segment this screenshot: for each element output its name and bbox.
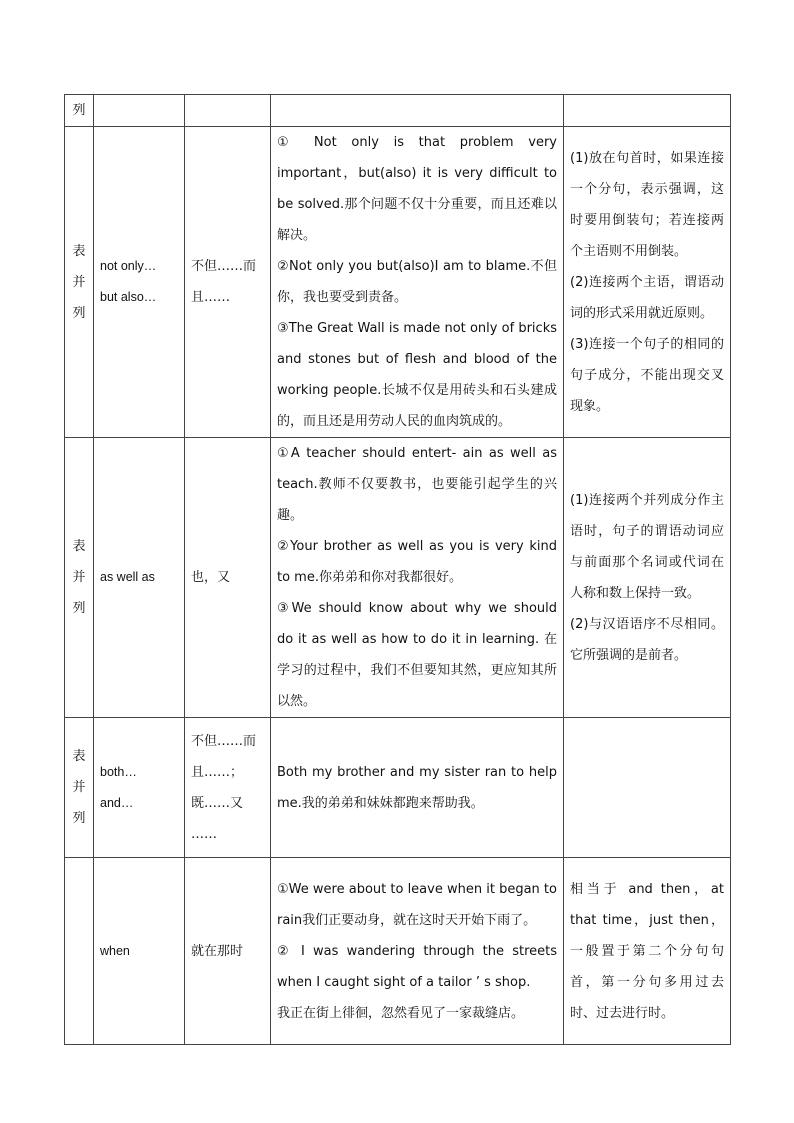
word-cell — [94, 438, 185, 718]
example-item: ① Not only is that problem very important，but(also) it is very difficult to be solved.那个问题不仅十分重要，而且还难以解决。 — [277, 135, 557, 243]
example-item: ② I was wandering through the streets when I caught sight of a tailor ’ s shop. — [277, 943, 557, 990]
table-row — [65, 858, 731, 1045]
example-item: ③The Great Wall is made not only of bricks and stones but of flesh and blood of the working people.长城不仅是用砖头和石头建成的，而且还是用劳动人民的血肉筑成的。 — [277, 321, 557, 429]
example-item: ①We were about to leave when it began to rain我们正要动身，就在这时天开始下雨了。 — [277, 881, 557, 928]
meaning-line: 不但……而 — [191, 259, 257, 274]
meaning-cell — [185, 95, 271, 127]
examples-cell — [271, 127, 564, 438]
meaning-line: 就在那时 — [191, 943, 244, 959]
word-line: both… — [100, 764, 137, 779]
note-item: (2)与汉语语序不尽相同。它所强调的是前者。 — [570, 616, 724, 663]
meaning-line: …… — [191, 826, 217, 842]
type-cell — [65, 858, 94, 1045]
examples-cell — [271, 858, 564, 1045]
note-item: 相当于 and then，at that time，just then，一般置于第二个分句句首，第一分句多用过去时、过去进行时。 — [570, 881, 724, 1021]
word-cell — [94, 858, 185, 1045]
type-char: 并 — [72, 274, 86, 290]
grammar-table — [64, 94, 731, 1045]
word-line: not only… — [100, 259, 157, 273]
meaning-cell — [185, 858, 271, 1045]
note-item: (2)连接两个主语，谓语动词的形式采用就近原则。 — [570, 274, 724, 321]
type-char: 表 — [72, 749, 86, 764]
table-row — [65, 127, 731, 438]
meaning-cell — [185, 127, 271, 438]
type-char: 列 — [72, 305, 86, 321]
notes-cell — [564, 127, 731, 438]
type-char: 表 — [72, 243, 86, 259]
example-item: ①A teacher should entert- ain as well as teach.教师不仅要教书，也要能引起学生的兴趣。 — [277, 446, 557, 523]
type-char: 列 — [72, 103, 86, 118]
meaning-cell — [185, 718, 271, 858]
type-cell — [65, 127, 94, 438]
word-cell — [94, 127, 185, 438]
type-char: 列 — [72, 811, 86, 826]
examples-cell — [271, 718, 564, 858]
examples-cell — [271, 438, 564, 718]
note-item: (1)放在句首时，如果连接一个分句，表示强调，这时要用倒装句；若连接两个主语则不用倒装。 — [570, 150, 724, 259]
word-cell — [94, 95, 185, 127]
table-row — [65, 438, 731, 718]
notes-cell — [564, 95, 731, 127]
type-char: 列 — [72, 601, 86, 616]
word-line: and… — [100, 795, 134, 810]
note-item: (3)连接一个句子的相同的句子成分，不能出现交叉现象。 — [570, 336, 724, 414]
type-char: 并 — [72, 570, 86, 585]
word-line: but also… — [100, 290, 157, 304]
meaning-line: 也，又 — [191, 570, 231, 585]
example-item: ②Your brother as well as you is very kind to me.你弟弟和你对我都很好。 — [277, 539, 557, 585]
meaning-line: 不但……而 — [191, 733, 257, 749]
table-row — [65, 95, 731, 127]
example-item: ③We should know about why we should do it as well as how to do it in learning. 在学习的过程中，我们不但要知其然，更应知其所以然。 — [277, 601, 557, 709]
word-line: as well as — [100, 570, 155, 584]
word-line: when — [100, 943, 130, 958]
word-cell — [94, 718, 185, 858]
note-item: (1)连接两个并列成分作主语时，句子的谓语动词应与前面那个名词或代词在人称和数上保持一致。 — [570, 492, 724, 601]
notes-cell — [564, 718, 731, 858]
meaning-line: 且…… — [191, 290, 231, 305]
example-item: 我正在街上徘徊，忽然看见了一家裁缝店。 — [277, 1005, 525, 1021]
example-item: ②Not only you but(also)I am to blame.不但你，我也要受到责备。 — [277, 259, 557, 305]
notes-cell — [564, 858, 731, 1045]
table-row — [65, 718, 731, 858]
type-cell — [65, 95, 94, 127]
notes-cell — [564, 438, 731, 718]
type-cell — [65, 438, 94, 718]
example-item: Both my brother and my sister ran to help me.我的弟弟和妹妹都跑来帮助我。 — [277, 764, 557, 811]
examples-cell — [271, 95, 564, 127]
meaning-line: 既……又 — [191, 795, 244, 811]
type-char: 并 — [72, 780, 86, 795]
type-char: 表 — [72, 539, 86, 554]
type-cell — [65, 718, 94, 858]
meaning-cell — [185, 438, 271, 718]
meaning-line: 且……； — [191, 764, 244, 780]
